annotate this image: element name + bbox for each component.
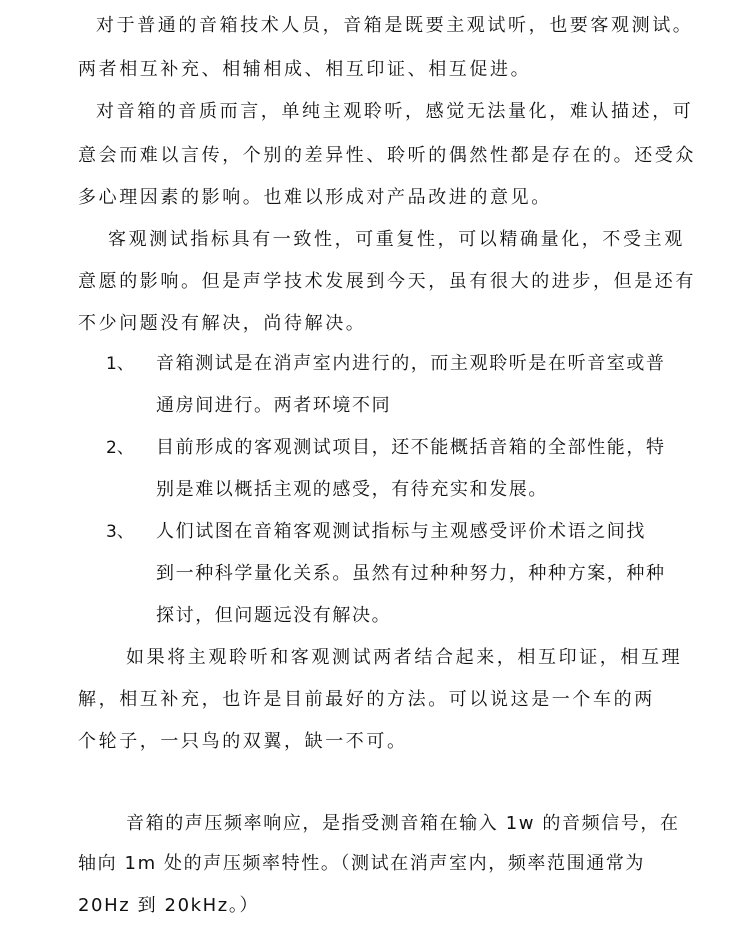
list-item-3-line-2: 到一种科学量化关系。虽然有过种种努力，种种方案，种种 [156,563,666,584]
definition-line-1: 音箱的声压频率响应，是指受测音箱在输入 1w 的音频信号，在 [126,813,680,834]
paragraph-2-line-2: 意会而难以言传，个别的差异性、聆听的偶然性都是存在的。还受众 [78,145,696,166]
paragraph-1-line-2: 两者相互补充、相辅相成、相互印证、相互促进。 [78,59,532,80]
conclusion-line-3: 个轮子，一只鸟的双翼，缺一不可。 [78,731,408,752]
paragraph-2-line-3: 多心理因素的影响。也难以形成对产品改进的意见。 [78,187,552,208]
list-item-3-line-1: 人们试图在音箱客观测试指标与主观感受评价术语之间找 [156,521,646,542]
definition-line-3: 20Hz 到 20kHz。） [78,895,260,916]
list-item-1-number: 1、 [106,354,134,374]
conclusion-line-1: 如果将主观聆听和客观测试两者结合起来，相互印证，相互理 [126,647,683,668]
list-item-1-line-1: 音箱测试是在消声室内进行的，而主观聆听是在听音室或普 [156,353,666,374]
list-item-2-line-2: 别是难以概括主观的感受，有待充实和发展。 [156,479,548,500]
paragraph-2-line-1: 对音箱的音质而言，单纯主观聆听，感觉无法量化，难认描述，可 [96,101,694,122]
paragraph-3-line-1: 客观测试指标具有一致性，可重复性，可以精确量化，不受主观 [108,229,685,250]
list-item-3-number: 3、 [106,522,134,542]
paragraph-3-line-2: 意愿的影响。但是声学技术发展到今天，虽有很大的进步，但是还有 [78,271,696,292]
conclusion-line-2: 解，相互补充，也许是目前最好的方法。可以说这是一个车的两 [78,689,655,710]
list-item-2-line-1: 目前形成的客观测试项目，还不能概括音箱的全部性能，特 [156,437,666,458]
paragraph-3-line-3: 不少问题没有解决，尚待解决。 [78,313,367,334]
list-item-2-number: 2、 [106,438,134,458]
list-item-1-line-2: 通房间进行。两者环境不同 [156,395,392,416]
paragraph-1-line-1: 对于普通的音箱技术人员，音箱是既要主观试听，也要客观测试。 [96,15,694,36]
list-item-3-line-3: 探讨，但问题远没有解决。 [156,605,392,626]
definition-line-2: 轴向 1m 处的声压频率特性。（测试在消声室内，频率范围通常为 [78,853,646,874]
